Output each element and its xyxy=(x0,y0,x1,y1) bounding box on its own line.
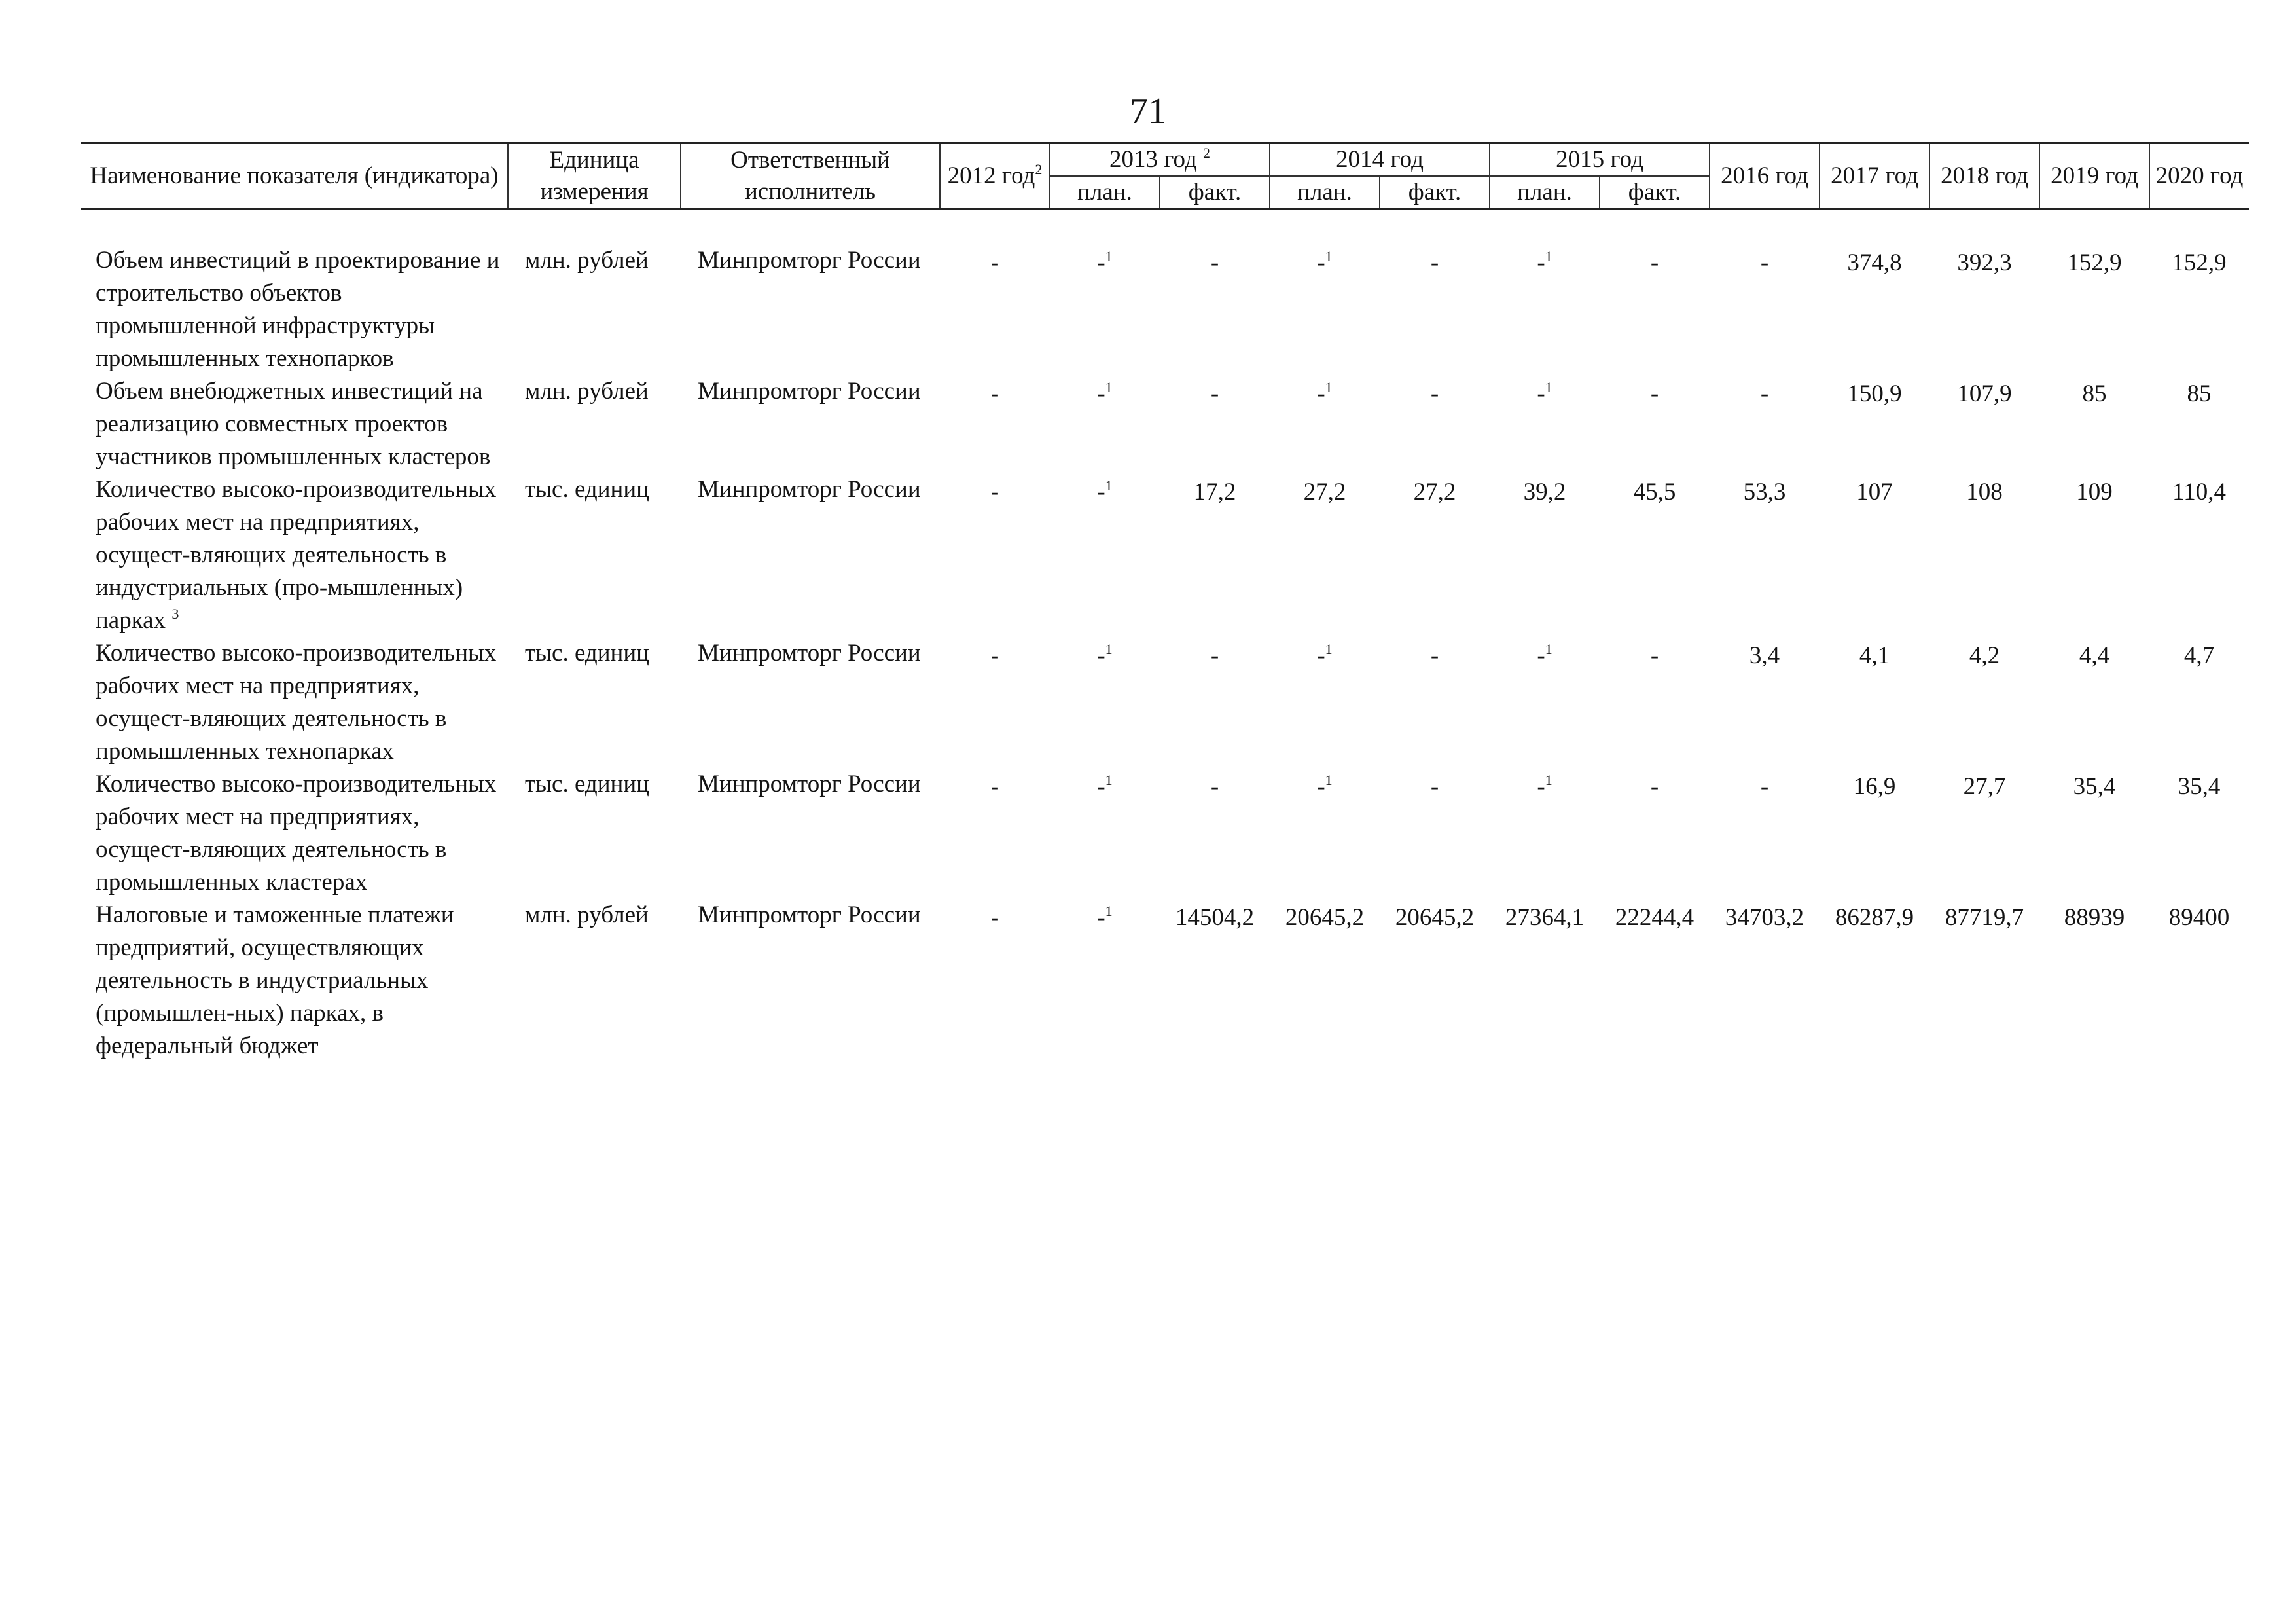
value-cell-v2014-plan xyxy=(1270,899,1380,1063)
value-cell-v2018 xyxy=(1929,473,2039,637)
footnote-marker: 1 xyxy=(1545,641,1552,657)
value-text: - xyxy=(1537,642,1545,669)
value-text: 16,9 xyxy=(1853,773,1896,800)
value-text: 27364,1 xyxy=(1505,904,1585,931)
value-cell-v2013-plan xyxy=(1050,473,1160,637)
value-cell-v2019 xyxy=(2039,375,2149,473)
value-cell-v2014-plan xyxy=(1270,768,1380,899)
indicator-name-text: Налоговые и таможенные платежи предприятий, осуществляющих деятельность в индустриальных (промышлен-ных) парках, в федеральный бюджет xyxy=(96,902,454,1059)
value-text: 152,9 xyxy=(2067,249,2122,276)
indicator-name-text: Объем инвестиций в проектирование и строительство объектов промышленной инфраструктуры промышленных технопарков xyxy=(96,247,500,372)
value-cell-v2020 xyxy=(2149,899,2249,1063)
value-text: 35,4 xyxy=(2178,773,2221,800)
value-text: 109 xyxy=(2076,479,2113,505)
indicator-name xyxy=(81,244,508,375)
indicator-name xyxy=(81,768,508,899)
value-cell-v2013-fact xyxy=(1160,375,1270,473)
footnote-marker: 1 xyxy=(1325,641,1333,657)
header-year-2016: 2016 год xyxy=(1710,143,1820,210)
value-cell-v2016 xyxy=(1710,637,1820,768)
value-cell-v2020 xyxy=(2149,473,2249,637)
unit-cell: млн. рублей xyxy=(525,247,649,274)
header-year-2020: 2020 год xyxy=(2149,143,2249,210)
value-cell-v2013-fact xyxy=(1160,637,1270,768)
table-row xyxy=(81,244,2249,375)
value-cell-v2014-fact xyxy=(1380,473,1490,637)
value-cell-v2018 xyxy=(1929,375,2039,473)
value-text: 150,9 xyxy=(1847,380,1902,407)
value-cell-v2015-plan xyxy=(1490,244,1600,375)
value-cell-v2014-fact xyxy=(1380,244,1490,375)
header-year-2014: 2014 год xyxy=(1270,143,1490,177)
value-cell-v2019 xyxy=(2039,768,2149,899)
value-cell-v2020 xyxy=(2149,375,2249,473)
value-cell-v2012 xyxy=(940,244,1050,375)
value-cell-v2014-fact xyxy=(1380,899,1490,1063)
indicator-name xyxy=(81,637,508,768)
footnote-marker: 1 xyxy=(1105,379,1113,395)
table-row xyxy=(81,899,2249,1063)
indicator-name-text: Объем внебюджетных инвестиций на реализацию совместных проектов участников промышленных кластеров xyxy=(96,378,491,470)
value-cell-v2013-plan xyxy=(1050,899,1160,1063)
value-cell-v2016 xyxy=(1710,768,1820,899)
value-text: - xyxy=(1760,249,1769,276)
header-2014-plan: план. xyxy=(1270,176,1380,210)
footnote-marker: 1 xyxy=(1105,477,1113,494)
indicators-table xyxy=(81,142,2249,1063)
indicator-name-text: Количество высоко-производительных рабочих мест на предприятиях, осущест-вляющих деятельность в промышленных кластерах xyxy=(96,771,497,896)
table-header xyxy=(81,143,2249,210)
executor-cell: Минпромторг России xyxy=(698,902,921,928)
value-cell-v2017 xyxy=(1820,375,1929,473)
value-text: - xyxy=(1537,380,1545,407)
executor-cell: Минпромторг России xyxy=(698,378,921,405)
value-cell-v2015-fact xyxy=(1600,768,1710,899)
value-cell-v2013-fact xyxy=(1160,899,1270,1063)
value-text: - xyxy=(990,773,999,800)
value-text: - xyxy=(1650,249,1659,276)
table-row xyxy=(81,473,2249,637)
value-cell-v2015-plan xyxy=(1490,768,1600,899)
value-cell-v2014-fact xyxy=(1380,637,1490,768)
executor-cell: Минпромторг России xyxy=(698,771,921,797)
value-text: 27,7 xyxy=(1963,773,2006,800)
indicator-name-text: Количество высоко-производительных рабочих мест на предприятиях, осущест-вляющих деятельность в индустриальных (про-мышленных) парках xyxy=(96,476,497,634)
value-text: - xyxy=(1097,479,1105,505)
value-text: 89400 xyxy=(2168,904,2230,931)
value-cell-v2015-fact xyxy=(1600,244,1710,375)
value-cell-v2013-plan xyxy=(1050,768,1160,899)
value-cell-v2017 xyxy=(1820,768,1929,899)
value-text: - xyxy=(990,249,999,276)
value-text: - xyxy=(990,380,999,407)
value-cell-v2020 xyxy=(2149,768,2249,899)
spacer-cell xyxy=(81,210,2249,245)
value-cell-v2018 xyxy=(1929,244,2039,375)
value-cell-v2014-plan xyxy=(1270,473,1380,637)
value-text: - xyxy=(990,479,999,505)
value-text: - xyxy=(990,904,999,931)
value-text: - xyxy=(1430,380,1439,407)
table-row xyxy=(81,375,2249,473)
value-cell-v2012 xyxy=(940,375,1050,473)
footnote-marker: 1 xyxy=(1325,248,1333,264)
value-text: 85 xyxy=(2082,380,2107,407)
header-year-2015: 2015 год xyxy=(1490,143,1710,177)
header-2015-fact: факт. xyxy=(1600,176,1710,210)
indicator-name xyxy=(81,375,508,473)
value-cell-v2015-fact xyxy=(1600,473,1710,637)
indicator-name xyxy=(81,899,508,1063)
value-text: 4,7 xyxy=(2183,642,2215,669)
value-text: - xyxy=(990,642,999,669)
header-year-2017: 2017 год xyxy=(1820,143,1929,210)
value-cell-v2014-fact xyxy=(1380,768,1490,899)
value-text: - xyxy=(1650,642,1659,669)
value-text: - xyxy=(1097,380,1105,407)
value-text: - xyxy=(1317,773,1325,800)
unit-cell: млн. рублей xyxy=(525,378,649,405)
value-cell-v2016 xyxy=(1710,244,1820,375)
value-cell-v2018 xyxy=(1929,768,2039,899)
header-2013-plan: план. xyxy=(1050,176,1160,210)
footnote-marker: 1 xyxy=(1325,772,1333,788)
footnote-marker: 1 xyxy=(1105,903,1113,919)
header-2015-plan: план. xyxy=(1490,176,1600,210)
value-text: 27,2 xyxy=(1303,479,1346,505)
value-cell-v2016 xyxy=(1710,899,1820,1063)
value-text: - xyxy=(1210,642,1219,669)
value-text: 35,4 xyxy=(2073,773,2116,800)
header-spacer xyxy=(81,210,2249,245)
value-cell-v2020 xyxy=(2149,244,2249,375)
value-text: 20645,2 xyxy=(1395,904,1475,931)
value-cell-v2015-fact xyxy=(1600,637,1710,768)
value-text: - xyxy=(1097,249,1105,276)
header-year-2019: 2019 год xyxy=(2039,143,2149,210)
value-cell-v2013-fact xyxy=(1160,768,1270,899)
value-cell-v2015-fact xyxy=(1600,375,1710,473)
value-cell-v2019 xyxy=(2039,473,2149,637)
footnote-marker: 2 xyxy=(1035,161,1043,177)
value-cell-v2014-plan xyxy=(1270,637,1380,768)
value-text: - xyxy=(1650,380,1659,407)
value-text: 3,4 xyxy=(1749,642,1780,669)
value-text: 22244,4 xyxy=(1615,904,1695,931)
value-cell-v2012 xyxy=(940,768,1050,899)
header-2014-fact: факт. xyxy=(1380,176,1490,210)
unit-cell: тыс. единиц xyxy=(525,640,649,666)
value-text: 374,8 xyxy=(1847,249,1902,276)
header-year-2013-label: 2013 год xyxy=(1109,146,1197,173)
header-2013-fact: факт. xyxy=(1160,176,1270,210)
value-text: 108 xyxy=(1966,479,2003,505)
value-text: 14504,2 xyxy=(1175,904,1255,931)
value-cell-v2013-fact xyxy=(1160,244,1270,375)
value-text: - xyxy=(1097,642,1105,669)
value-text: 53,3 xyxy=(1743,479,1786,505)
value-text: - xyxy=(1317,380,1325,407)
value-cell-v2013-plan xyxy=(1050,244,1160,375)
value-text: 4,2 xyxy=(1969,642,2000,669)
value-cell-v2016 xyxy=(1710,375,1820,473)
value-cell-v2013-plan xyxy=(1050,375,1160,473)
value-cell-v2014-plan xyxy=(1270,375,1380,473)
value-cell-v2014-plan xyxy=(1270,244,1380,375)
value-text: 87719,7 xyxy=(1945,904,2024,931)
footnote-marker: 1 xyxy=(1105,772,1113,788)
value-text: 110,4 xyxy=(2172,479,2226,505)
table-body xyxy=(81,210,2249,1063)
value-cell-v2019 xyxy=(2039,637,2149,768)
value-text: - xyxy=(1317,642,1325,669)
header-unit: Единица измерения xyxy=(508,143,681,210)
value-text: 88939 xyxy=(2064,904,2125,931)
footnote-marker: 1 xyxy=(1545,379,1552,395)
value-text: 107 xyxy=(1856,479,1893,505)
value-text: 27,2 xyxy=(1413,479,1456,505)
value-text: - xyxy=(1430,249,1439,276)
value-cell-v2017 xyxy=(1820,473,1929,637)
footnote-marker: 1 xyxy=(1325,379,1333,395)
value-text: - xyxy=(1430,642,1439,669)
value-cell-v2013-plan xyxy=(1050,637,1160,768)
value-text: 20645,2 xyxy=(1285,904,1365,931)
value-cell-v2015-plan xyxy=(1490,473,1600,637)
value-cell-v2020 xyxy=(2149,637,2249,768)
value-cell-v2015-plan xyxy=(1490,899,1600,1063)
value-cell-v2015-plan xyxy=(1490,637,1600,768)
header-year-2018: 2018 год xyxy=(1929,143,2039,210)
value-text: - xyxy=(1210,249,1219,276)
footnote-marker: 2 xyxy=(1203,145,1211,161)
value-text: - xyxy=(1537,249,1545,276)
table-row xyxy=(81,768,2249,899)
value-cell-v2019 xyxy=(2039,244,2149,375)
value-text: 152,9 xyxy=(2172,249,2227,276)
header-executor: Ответственный исполнитель xyxy=(681,143,940,210)
value-cell-v2015-fact xyxy=(1600,899,1710,1063)
footnote-marker: 1 xyxy=(1545,772,1552,788)
value-text: 107,9 xyxy=(1957,380,2012,407)
header-year-2012-label: 2012 год xyxy=(947,162,1035,189)
value-text: 4,1 xyxy=(1859,642,1890,669)
value-text: 85 xyxy=(2187,380,2212,407)
indicator-name xyxy=(81,473,508,637)
value-text: 17,2 xyxy=(1193,479,1236,505)
header-indicator-name: Наименование показателя (индикатора) xyxy=(81,143,508,210)
value-cell-v2018 xyxy=(1929,637,2039,768)
value-cell-v2015-plan xyxy=(1490,375,1600,473)
executor-cell: Минпромторг России xyxy=(698,476,921,503)
value-text: - xyxy=(1537,773,1545,800)
footnote-marker: 1 xyxy=(1545,248,1552,264)
unit-cell: тыс. единиц xyxy=(525,771,649,797)
value-text: 39,2 xyxy=(1523,479,1566,505)
footnote-marker: 1 xyxy=(1105,248,1113,264)
unit-cell: млн. рублей xyxy=(525,902,649,928)
value-text: 34703,2 xyxy=(1725,904,1804,931)
header-year-2012 xyxy=(940,143,1050,210)
value-text: 45,5 xyxy=(1633,479,1676,505)
value-cell-v2017 xyxy=(1820,899,1929,1063)
value-cell-v2017 xyxy=(1820,244,1929,375)
value-cell-v2014-fact xyxy=(1380,375,1490,473)
header-year-2013 xyxy=(1050,143,1270,177)
footnote-marker: 1 xyxy=(1105,641,1113,657)
value-text: 392,3 xyxy=(1957,249,2012,276)
value-text: 86287,9 xyxy=(1835,904,1914,931)
value-text: - xyxy=(1760,773,1769,800)
page-number: 71 xyxy=(1130,91,1166,132)
value-text: - xyxy=(1317,249,1325,276)
value-text: - xyxy=(1210,773,1219,800)
table-row xyxy=(81,637,2249,768)
value-cell-v2017 xyxy=(1820,637,1929,768)
value-cell-v2016 xyxy=(1710,473,1820,637)
value-cell-v2018 xyxy=(1929,899,2039,1063)
value-text: - xyxy=(1097,773,1105,800)
executor-cell: Минпромторг России xyxy=(698,640,921,666)
value-text: - xyxy=(1210,380,1219,407)
value-cell-v2012 xyxy=(940,637,1050,768)
value-text: - xyxy=(1760,380,1769,407)
value-cell-v2012 xyxy=(940,473,1050,637)
unit-cell: тыс. единиц xyxy=(525,476,649,503)
value-text: - xyxy=(1097,904,1105,931)
value-text: - xyxy=(1650,773,1659,800)
indicator-name-text: Количество высоко-производительных рабочих мест на предприятиях, осущест-вляющих деятельность в промышленных технопарках xyxy=(96,640,497,765)
value-text: 4,4 xyxy=(2079,642,2110,669)
footnote-marker: 3 xyxy=(171,606,179,622)
value-cell-v2019 xyxy=(2039,899,2149,1063)
value-cell-v2013-fact xyxy=(1160,473,1270,637)
executor-cell: Минпромторг России xyxy=(698,247,921,274)
value-cell-v2012 xyxy=(940,899,1050,1063)
value-text: - xyxy=(1430,773,1439,800)
